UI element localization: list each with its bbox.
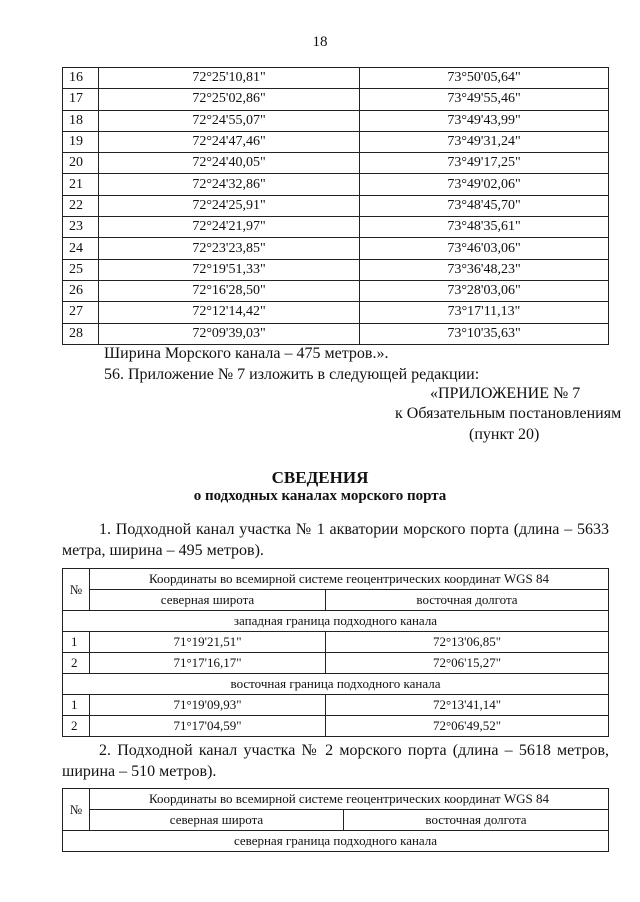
longitude-cell: 73°17'11,13" — [360, 302, 609, 323]
number-header: № — [63, 789, 90, 831]
coordinates-header: Координаты во всемирной системе геоцентрических координат WGS 84 — [90, 569, 609, 590]
table-row — [63, 653, 609, 674]
row-number: 17 — [63, 89, 99, 110]
row-number: 1 — [63, 695, 90, 716]
north-boundary-label: северная граница подходного канала — [63, 831, 609, 852]
coordinates-header: Координаты во всемирной системе геоцентрических координат WGS 84 — [90, 789, 609, 810]
longitude-cell: 72°13'06,85" — [326, 632, 609, 653]
longitude-header: восточная долгота — [326, 590, 609, 611]
appendix-title: «ПРИЛОЖЕНИЕ № 7 — [430, 385, 581, 402]
heading-subtitle: о подходных каналах морского порта — [193, 488, 447, 504]
coordinates-table — [62, 67, 609, 345]
table-row — [63, 695, 609, 716]
number-header: № — [63, 569, 90, 611]
latitude-cell: 72°12'14,42" — [99, 302, 360, 323]
latitude-cell: 71°17'16,17" — [90, 653, 326, 674]
latitude-cell: 72°19'51,33" — [99, 259, 360, 280]
table-row — [63, 174, 609, 195]
longitude-cell: 73°49'02,06" — [360, 174, 609, 195]
table-row — [63, 323, 609, 344]
row-number: 28 — [63, 323, 99, 344]
longitude-cell: 72°13'41,14" — [326, 695, 609, 716]
table-row — [63, 89, 609, 110]
table-row — [63, 238, 609, 259]
table-row — [63, 110, 609, 131]
latitude-cell: 72°25'02,86" — [99, 89, 360, 110]
heading-title: СВЕДЕНИЯ — [271, 468, 369, 487]
table-row — [63, 195, 609, 216]
longitude-cell: 72°06'15,27" — [326, 653, 609, 674]
longitude-cell: 73°46'03,06" — [360, 238, 609, 259]
row-number: 1 — [63, 632, 90, 653]
latitude-cell: 71°17'04,59" — [90, 716, 326, 737]
longitude-header: восточная долгота — [344, 810, 609, 831]
latitude-cell: 71°19'21,51" — [90, 632, 326, 653]
row-number: 2 — [63, 653, 90, 674]
latitude-cell: 72°23'23,85" — [99, 238, 360, 259]
table-row — [63, 716, 609, 737]
latitude-cell: 72°25'10,81" — [99, 68, 360, 89]
row-number: 27 — [63, 302, 99, 323]
longitude-cell: 73°28'03,06" — [360, 280, 609, 301]
latitude-cell: 72°24'25,91" — [99, 195, 360, 216]
row-number: 20 — [63, 153, 99, 174]
longitude-cell: 73°49'17,25" — [360, 153, 609, 174]
latitude-cell: 72°24'47,46" — [99, 131, 360, 152]
table-row — [63, 280, 609, 301]
section-2-text: 2. Подходной канал участка № 2 морского порта (длина – 5618 метров, ширина – 510 метров). — [62, 742, 609, 780]
longitude-cell: 73°49'43,99" — [360, 110, 609, 131]
row-number: 24 — [63, 238, 99, 259]
longitude-cell: 73°49'31,24" — [360, 131, 609, 152]
row-number: 21 — [63, 174, 99, 195]
west-boundary-label: западная граница подходного канала — [63, 611, 609, 632]
row-number: 22 — [63, 195, 99, 216]
table-row — [63, 68, 609, 89]
appendix-reference: к Обязательным постановлениям — [395, 405, 622, 422]
longitude-cell: 73°36'48,23" — [360, 259, 609, 280]
coordinates-table-body — [63, 68, 609, 345]
longitude-cell: 73°50'05,64" — [360, 68, 609, 89]
row-number: 25 — [63, 259, 99, 280]
latitude-header: северная широта — [90, 810, 344, 831]
canal-2-table — [62, 788, 609, 852]
east-boundary-label: восточная граница подходного канала — [63, 674, 609, 695]
longitude-cell: 73°10'35,63" — [360, 323, 609, 344]
latitude-cell: 71°19'09,93" — [90, 695, 326, 716]
longitude-cell: 73°49'55,46" — [360, 89, 609, 110]
latitude-cell: 72°24'21,97" — [99, 217, 360, 238]
longitude-cell: 73°48'35,61" — [360, 217, 609, 238]
table-row — [63, 153, 609, 174]
row-number: 19 — [63, 131, 99, 152]
latitude-cell: 72°16'28,50" — [99, 280, 360, 301]
canal-width-text: Ширина Морского канала – 475 метров.». — [104, 345, 389, 362]
latitude-cell: 72°24'55,07" — [99, 110, 360, 131]
row-number: 16 — [63, 68, 99, 89]
table-row — [63, 302, 609, 323]
row-number: 18 — [63, 110, 99, 131]
canal-1-table — [62, 568, 609, 737]
table-row — [63, 131, 609, 152]
longitude-cell: 72°06'49,52" — [326, 716, 609, 737]
table-row — [63, 217, 609, 238]
table-row — [63, 632, 609, 653]
page-number: 18 — [312, 34, 328, 50]
row-number: 23 — [63, 217, 99, 238]
row-number: 26 — [63, 280, 99, 301]
latitude-cell: 72°09'39,03" — [99, 323, 360, 344]
table-row — [63, 259, 609, 280]
appendix-clause: (пункт 20) — [469, 426, 540, 443]
latitude-cell: 72°24'40,05" — [99, 153, 360, 174]
item-56-text: 56. Приложение № 7 изложить в следующей редакции: — [104, 366, 480, 383]
section-1-text: 1. Подходной канал участка № 1 акватории морского порта (длина – 5633 метра, ширина – 495 метров). — [62, 521, 609, 559]
row-number: 2 — [63, 716, 90, 737]
latitude-header: северная широта — [90, 590, 326, 611]
latitude-cell: 72°24'32,86" — [99, 174, 360, 195]
longitude-cell: 73°48'45,70" — [360, 195, 609, 216]
